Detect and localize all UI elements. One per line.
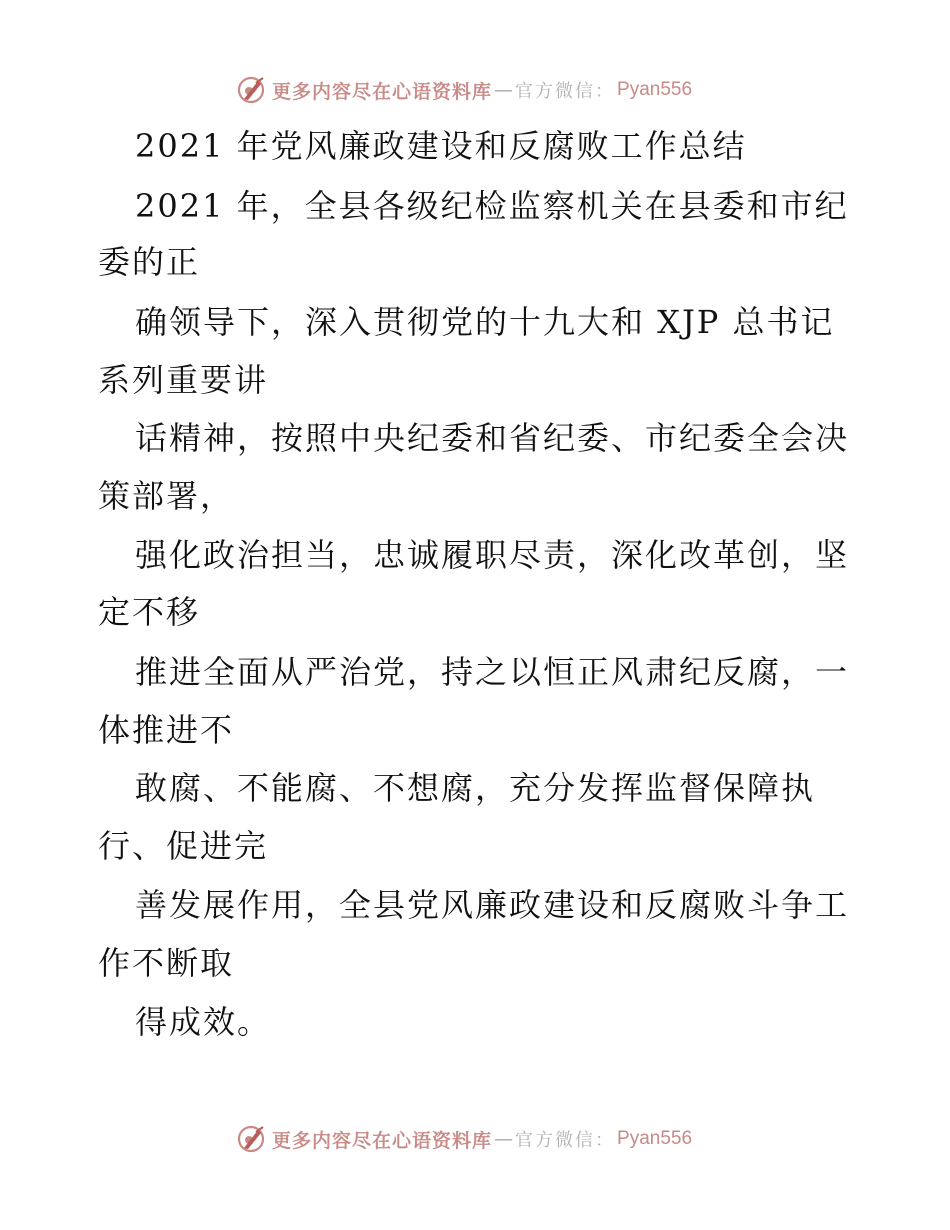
watermark-wechat-label: 官方微信： [515,1130,616,1151]
quill-logo-icon [236,1124,266,1154]
body-line: 善发展作用，全县党风廉政建设和反腐败斗争工 [135,886,850,924]
watermark-separator: — [494,1128,514,1150]
watermark-text: 更多内容尽在心语资料库 [272,1129,493,1152]
body-line: 系列重要讲 [98,361,269,399]
body-line: 强化政治担当，忠诚履职尽责，深化改革创，坚 [135,536,850,574]
header-watermark [236,73,692,107]
body-line: 推进全面从严治党，持之以恒正风肃纪反腐，一 [135,653,850,691]
body-line: 作不断取 [98,944,235,982]
watermark-text: 更多内容尽在心语资料库 [272,80,493,103]
body-line: 确领导下，深入贯彻党的十九大和 XJP 总书记 [135,303,835,341]
watermark-separator: — [494,79,514,101]
body-line: 策部署， [98,477,235,515]
body-line: 话精神，按照中央纪委和省纪委、市纪委全会决 [135,419,850,457]
body-line: 行、促进完 [98,827,269,865]
body-line: 委的正 [98,243,201,281]
body-line: 定不移 [98,593,201,631]
watermark-wechat-label: 官方微信： [515,81,616,102]
footer-watermark [236,1122,692,1156]
body-line: 2021 年，全县各级纪检监察机关在县委和市纪 [135,187,849,225]
watermark-wechat-id: Pyan556 [617,1128,693,1149]
body-line: 敢腐、不能腐、不想腐，充分发挥监督保障执 [135,769,816,807]
watermark-wechat-id: Pyan556 [617,79,693,100]
quill-logo-icon [236,75,266,105]
body-line: 体推进不 [98,711,235,749]
document-title: 2021 年党风廉政建设和反腐败工作总结 [135,127,747,165]
body-line: 得成效。 [135,1003,272,1041]
